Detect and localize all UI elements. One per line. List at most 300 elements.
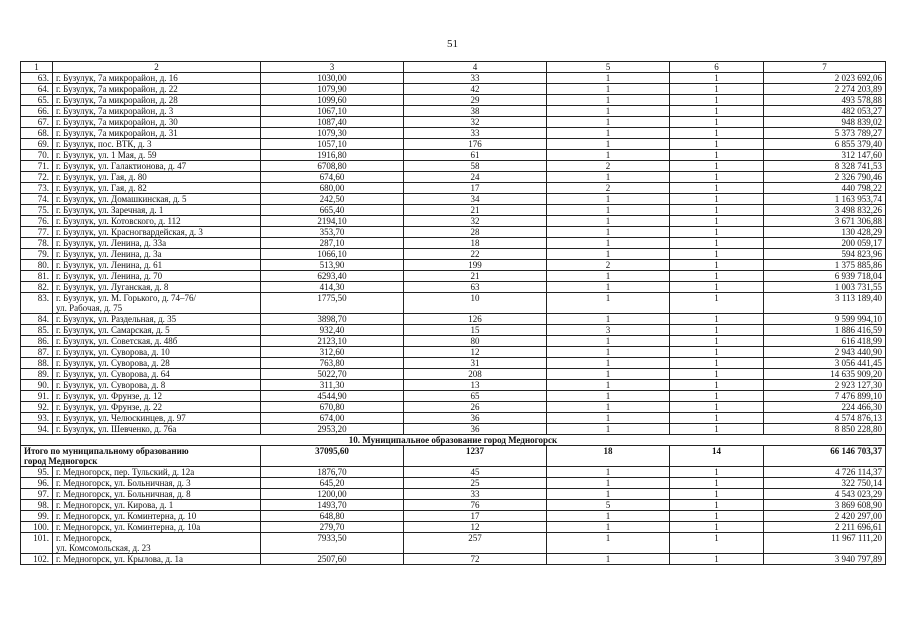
table-cell: 32 (404, 216, 547, 227)
table-cell: 763,80 (261, 358, 404, 369)
header-cell: 3 (261, 62, 404, 73)
table-cell: 69. (21, 139, 53, 150)
table-cell: 3 671 306,88 (764, 216, 886, 227)
address-line: г. Медногорск, (56, 533, 112, 543)
table-cell: 1 (670, 271, 764, 282)
table-cell: 1775,50 (261, 293, 404, 314)
table-cell: 1 (547, 194, 670, 205)
page-number: 51 (447, 38, 458, 50)
table-cell: 101. (21, 533, 53, 554)
table-cell: 8 850 228,80 (764, 424, 886, 435)
table-cell: г. Бузулук, ул. Красногвардейская, д. 3 (53, 227, 261, 238)
table-cell: 72. (21, 172, 53, 183)
table-cell: 1030,00 (261, 73, 404, 84)
table-row (21, 117, 886, 128)
table-cell: г. Медногорск, ул. Коминтерна, д. 10а (53, 522, 261, 533)
table-cell: 14 635 909,20 (764, 369, 886, 380)
table-cell: 674,00 (261, 413, 404, 424)
header-cell: 6 (670, 62, 764, 73)
table-cell: 670,80 (261, 402, 404, 413)
table-cell: 1 (670, 216, 764, 227)
table-cell: 1876,70 (261, 467, 404, 478)
table-row (21, 238, 886, 249)
table-cell: г. Медногорск, ул. Крылова, д. 1а (53, 554, 261, 565)
table-cell: 1 (670, 106, 764, 117)
table-cell: г. Бузулук, ул. Ленина, д. 33а (53, 238, 261, 249)
table-cell: 1 (547, 249, 670, 260)
table-cell: 2 923 127,30 (764, 380, 886, 391)
table-cell: 1 (547, 522, 670, 533)
table-cell: г. Бузулук, ул. Суворова, д. 8 (53, 380, 261, 391)
table-cell: 1079,90 (261, 84, 404, 95)
table-cell: 3 869 608,90 (764, 500, 886, 511)
table-cell: 21 (404, 205, 547, 216)
table-cell: 3898,70 (261, 314, 404, 325)
table-cell: г. Медногорск, ул. Кирова, д. 1 (53, 500, 261, 511)
table-cell: 34 (404, 194, 547, 205)
table-cell: г. Медногорск, ул. Больничная, д. 8 (53, 489, 261, 500)
table-cell: 67. (21, 117, 53, 128)
table-cell: 1 (670, 183, 764, 194)
table-cell: г. Медногорск, ул. Больничная, д. 3 (53, 478, 261, 489)
table-cell: 2194,10 (261, 216, 404, 227)
total-label (21, 446, 261, 467)
table-cell: 94. (21, 424, 53, 435)
table-row (21, 336, 886, 347)
table-cell: 3 940 797,89 (764, 554, 886, 565)
table-cell: 2 943 440,90 (764, 347, 886, 358)
table-cell: 65 (404, 391, 547, 402)
table-cell: г. Бузулук, ул. Галактионова, д. 47 (53, 161, 261, 172)
table-cell: 8 328 741,53 (764, 161, 886, 172)
table-cell: 2953,20 (261, 424, 404, 435)
table-row (21, 161, 886, 172)
table-cell: 13 (404, 380, 547, 391)
housing-register-table (20, 61, 886, 565)
table-cell: г. Бузулук, ул. Ленина, д. 70 (53, 271, 261, 282)
table-cell: 76. (21, 216, 53, 227)
table-cell: 64. (21, 84, 53, 95)
table-cell: 311,30 (261, 380, 404, 391)
table-cell: 2 (547, 183, 670, 194)
table-cell: 17 (404, 183, 547, 194)
address-line: ул. Комсомольская, д. 23 (56, 543, 151, 553)
table-cell: 1 (670, 511, 764, 522)
table-cell: 1 (547, 554, 670, 565)
table-cell: 1 (670, 260, 764, 271)
table-row (21, 325, 886, 336)
table-cell: 1 (670, 314, 764, 325)
table-cell: г. Бузулук, ул. Фрунзе, д. 12 (53, 391, 261, 402)
table-cell: 85. (21, 325, 53, 336)
section-header-row (21, 435, 886, 446)
table-cell: 42 (404, 84, 547, 95)
table-row (21, 314, 886, 325)
table-cell: 36 (404, 413, 547, 424)
table-cell: 1 (547, 205, 670, 216)
table-cell: 1 (547, 489, 670, 500)
table-cell: 224 466,30 (764, 402, 886, 413)
table-cell: 6 939 718,04 (764, 271, 886, 282)
table-cell: 26 (404, 402, 547, 413)
table-row (21, 282, 886, 293)
table-cell: 674,60 (261, 172, 404, 183)
table-cell: 1 (547, 106, 670, 117)
table-cell: 493 578,88 (764, 95, 886, 106)
table-cell: г. Бузулук, ул. Самарская, д. 5 (53, 325, 261, 336)
table-row (21, 402, 886, 413)
address-line: ул. Рабочая, д. 75 (56, 303, 123, 313)
table-cell: г. Бузулук, 7а микрорайон, д. 30 (53, 117, 261, 128)
table-cell: г. Бузулук, 7а микрорайон, д. 22 (53, 84, 261, 95)
table-cell: 75. (21, 205, 53, 216)
total-label-line: Итого по муниципальному образованию (24, 446, 189, 456)
table-cell: 414,30 (261, 282, 404, 293)
table-cell: 7 476 899,10 (764, 391, 886, 402)
table-cell: 7933,50 (261, 533, 404, 554)
table-cell: 1 (670, 73, 764, 84)
table-cell: 65. (21, 95, 53, 106)
table-cell: 287,10 (261, 238, 404, 249)
table-cell: 1 (670, 336, 764, 347)
table-cell: 1 (670, 293, 764, 314)
table-cell: 28 (404, 227, 547, 238)
table-cell: 79. (21, 249, 53, 260)
table-cell: 1 (670, 128, 764, 139)
table-cell: 80. (21, 260, 53, 271)
table-cell: 1493,70 (261, 500, 404, 511)
table-row (21, 139, 886, 150)
table-cell: г. Бузулук, ул. Раздельная, д. 35 (53, 314, 261, 325)
table-cell: 96. (21, 478, 53, 489)
table-cell: 1087,40 (261, 117, 404, 128)
table-cell: г. Бузулук, ул. Луганская, д. 8 (53, 282, 261, 293)
table-cell: 242,50 (261, 194, 404, 205)
table-row (21, 522, 886, 533)
table-row (21, 183, 886, 194)
table-cell: 82. (21, 282, 53, 293)
table-row (21, 533, 886, 554)
header-cell: 2 (53, 62, 261, 73)
table-cell: 1 (670, 478, 764, 489)
table-cell: 932,40 (261, 325, 404, 336)
table-cell: 90. (21, 380, 53, 391)
table-cell: 312,60 (261, 347, 404, 358)
table-cell: 86. (21, 336, 53, 347)
table-cell: 100. (21, 522, 53, 533)
table-row (21, 172, 886, 183)
table-cell: 12 (404, 347, 547, 358)
table-cell: 126 (404, 314, 547, 325)
table-cell: 353,70 (261, 227, 404, 238)
table-cell: 1 (547, 314, 670, 325)
table-cell: 1916,80 (261, 150, 404, 161)
table-cell: 1 (670, 489, 764, 500)
table-row (21, 391, 886, 402)
table-cell: 200 059,17 (764, 238, 886, 249)
table-cell: 1 (670, 238, 764, 249)
table-cell: 312 147,60 (764, 150, 886, 161)
table-cell: 1 (547, 391, 670, 402)
table-cell: 2 420 297,00 (764, 511, 886, 522)
table-cell: 1 (670, 205, 764, 216)
table-cell: 84. (21, 314, 53, 325)
table-cell: 616 418,99 (764, 336, 886, 347)
table-row (21, 500, 886, 511)
table-cell: 1200,00 (261, 489, 404, 500)
table-cell: 58 (404, 161, 547, 172)
table-cell: 89. (21, 369, 53, 380)
table-cell: 81. (21, 271, 53, 282)
table-row (21, 205, 886, 216)
table-cell: 1 (547, 511, 670, 522)
table-row (21, 489, 886, 500)
table-cell: 93. (21, 413, 53, 424)
table-cell: 24 (404, 172, 547, 183)
table-row (21, 369, 886, 380)
total-cell: 18 (547, 446, 670, 467)
table-cell: 594 823,96 (764, 249, 886, 260)
table-cell: 88. (21, 358, 53, 369)
table-cell: 1 (670, 554, 764, 565)
table-cell: 1 (547, 271, 670, 282)
table-cell: 1 (547, 150, 670, 161)
table-row (21, 249, 886, 260)
table-cell: г. Бузулук, ул. Ленина, д. 3а (53, 249, 261, 260)
table-cell: 102. (21, 554, 53, 565)
table-cell: 6 855 379,40 (764, 139, 886, 150)
table-cell: 63 (404, 282, 547, 293)
table-cell: 1 (670, 95, 764, 106)
table-cell: 1 (547, 467, 670, 478)
table-cell: г. Бузулук, пос. ВТК, д. 3 (53, 139, 261, 150)
table-cell: 68. (21, 128, 53, 139)
table-row (21, 478, 886, 489)
table-cell: г. Бузулук, 7а микрорайон, д. 28 (53, 95, 261, 106)
table-cell: 1 (670, 249, 764, 260)
table-cell: 22 (404, 249, 547, 260)
table-cell: 10 (404, 293, 547, 314)
table-cell: 3 498 832,26 (764, 205, 886, 216)
table-cell: 1057,10 (261, 139, 404, 150)
table-cell: 6293,40 (261, 271, 404, 282)
table-cell: 1 (670, 467, 764, 478)
table-cell: 5 (547, 500, 670, 511)
table-cell: 66. (21, 106, 53, 117)
table-cell: 1 (547, 172, 670, 183)
address-line: г. Бузулук, ул. М. Горького, д. 74–76/ (56, 293, 197, 303)
table-cell: 1 (547, 402, 670, 413)
table-cell: 199 (404, 260, 547, 271)
table-cell: 91. (21, 391, 53, 402)
table-cell: г. Бузулук, ул. Суворова, д. 28 (53, 358, 261, 369)
total-cell: 1237 (404, 446, 547, 467)
table-cell: 4 543 023,29 (764, 489, 886, 500)
table-cell: 1 (547, 293, 670, 314)
table-cell: 257 (404, 533, 547, 554)
table-cell: 1 (547, 336, 670, 347)
table-cell: г. Бузулук, ул. Фрунзе, д. 22 (53, 402, 261, 413)
table-cell: г. Бузулук, ул. Заречная, д. 1 (53, 205, 261, 216)
table-cell: 1 (670, 533, 764, 554)
table-cell: 948 839,02 (764, 117, 886, 128)
table-cell: 92. (21, 402, 53, 413)
table-cell: г. Бузулук, ул. Шевченко, д. 76а (53, 424, 261, 435)
table-cell: г. Бузулук, ул. Челюскинцев, д. 97 (53, 413, 261, 424)
table-cell: 12 (404, 522, 547, 533)
table-cell: 33 (404, 489, 547, 500)
table-cell: 1 (670, 391, 764, 402)
table-cell: 2507,60 (261, 554, 404, 565)
table-cell: 1 (670, 369, 764, 380)
table-cell: 1 003 731,55 (764, 282, 886, 293)
table-row (21, 227, 886, 238)
table-row (21, 424, 886, 435)
table-cell: 1 (547, 227, 670, 238)
table-cell: 1099,60 (261, 95, 404, 106)
table-cell: 63. (21, 73, 53, 84)
table-row (21, 347, 886, 358)
table-cell: 77. (21, 227, 53, 238)
table-row (21, 95, 886, 106)
table-cell: 4544,90 (261, 391, 404, 402)
table-cell: 2 211 696,61 (764, 522, 886, 533)
table-cell: 17 (404, 511, 547, 522)
table-cell: г. Бузулук, ул. Ленина, д. 61 (53, 260, 261, 271)
table-cell: г. Бузулук, ул. Гая, д. 82 (53, 183, 261, 194)
table-row (21, 467, 886, 478)
table-cell: 74. (21, 194, 53, 205)
table-cell: 513,90 (261, 260, 404, 271)
table-cell: г. Бузулук, ул. Суворова, д. 10 (53, 347, 261, 358)
table-cell: 95. (21, 467, 53, 478)
table-cell: 71. (21, 161, 53, 172)
table-cell: 33 (404, 128, 547, 139)
table-cell: 1 (547, 533, 670, 554)
table-cell: г. Бузулук, 7а микрорайон, д. 3 (53, 106, 261, 117)
table-cell: 36 (404, 424, 547, 435)
header-cell: 4 (404, 62, 547, 73)
table-cell: 11 967 111,20 (764, 533, 886, 554)
table-row (21, 413, 886, 424)
table-cell: 1 (547, 128, 670, 139)
table-row (21, 271, 886, 282)
total-cell: 37095,60 (261, 446, 404, 467)
table-cell: 1 (547, 282, 670, 293)
table-cell: 98. (21, 500, 53, 511)
table-cell: 31 (404, 358, 547, 369)
total-cell: 66 146 703,37 (764, 446, 886, 467)
table-cell: 1 (670, 522, 764, 533)
table-cell: г. Бузулук, ул. Суворова, д. 64 (53, 369, 261, 380)
table-cell: 1 (547, 347, 670, 358)
table-cell: г. Бузулук, 7а микрорайон, д. 16 (53, 73, 261, 84)
table-cell: 1 (670, 84, 764, 95)
table-cell: 1 (547, 139, 670, 150)
table-cell: 4 574 876,13 (764, 413, 886, 424)
table-cell: 1 (670, 325, 764, 336)
address-cell (53, 533, 261, 554)
table-cell: 440 798,22 (764, 183, 886, 194)
table-cell: 1066,10 (261, 249, 404, 260)
table-row (21, 293, 886, 314)
table-cell: 1 (670, 500, 764, 511)
table-cell: 1 (547, 413, 670, 424)
table-cell: 1 (670, 402, 764, 413)
table-cell: 1 (670, 358, 764, 369)
table-cell: г. Бузулук, ул. Гая, д. 80 (53, 172, 261, 183)
table-cell: 1 163 953,74 (764, 194, 886, 205)
table-cell: 1 (547, 95, 670, 106)
table-cell: 61 (404, 150, 547, 161)
table-cell: 1 (670, 139, 764, 150)
table-cell: 1 375 885,86 (764, 260, 886, 271)
table-cell: 1 (670, 172, 764, 183)
table-row (21, 380, 886, 391)
table-cell: 1 (547, 478, 670, 489)
table-cell: 21 (404, 271, 547, 282)
table-cell: 130 428,29 (764, 227, 886, 238)
table-cell: 83. (21, 293, 53, 314)
table-cell: 279,70 (261, 522, 404, 533)
table-cell: 3 056 441,45 (764, 358, 886, 369)
table-cell: 1 (547, 380, 670, 391)
table-cell: 645,20 (261, 478, 404, 489)
table-cell: 1 (547, 73, 670, 84)
table-cell: 2123,10 (261, 336, 404, 347)
table-cell: г. Бузулук, ул. Котовского, д. 112 (53, 216, 261, 227)
table-row (21, 260, 886, 271)
table-row (21, 84, 886, 95)
table-cell: 1 (547, 369, 670, 380)
total-cell: 14 (670, 446, 764, 467)
table-cell: 73. (21, 183, 53, 194)
table-cell: 1067,10 (261, 106, 404, 117)
table-cell: 2 274 203,89 (764, 84, 886, 95)
table-cell: 72 (404, 554, 547, 565)
table-cell: 1 (670, 117, 764, 128)
table-cell: 9 599 994,10 (764, 314, 886, 325)
table-cell: 1079,30 (261, 128, 404, 139)
table-cell: 1 (547, 238, 670, 249)
table-cell: 648,80 (261, 511, 404, 522)
table-cell: 18 (404, 238, 547, 249)
table-cell: 1 (670, 413, 764, 424)
table-cell: 208 (404, 369, 547, 380)
table-cell: 2 (547, 161, 670, 172)
table-cell: 6708,80 (261, 161, 404, 172)
table-cell: 80 (404, 336, 547, 347)
table-cell: 25 (404, 478, 547, 489)
table-cell: 2 023 692,06 (764, 73, 886, 84)
table-cell: 1 (670, 227, 764, 238)
table-cell: 2 (547, 260, 670, 271)
header-cell: 7 (764, 62, 886, 73)
table-cell: 1 886 416,59 (764, 325, 886, 336)
table-cell: 1 (670, 380, 764, 391)
total-label-line: город Медногорск (24, 456, 98, 466)
table-cell: 45 (404, 467, 547, 478)
table-row (21, 128, 886, 139)
table-cell: 78. (21, 238, 53, 249)
table-cell: 3 (547, 325, 670, 336)
table-row (21, 554, 886, 565)
table-cell: 5022,70 (261, 369, 404, 380)
table-cell: 1 (547, 216, 670, 227)
table-cell: 1 (670, 194, 764, 205)
address-cell (53, 293, 261, 314)
table-cell: 1 (547, 358, 670, 369)
